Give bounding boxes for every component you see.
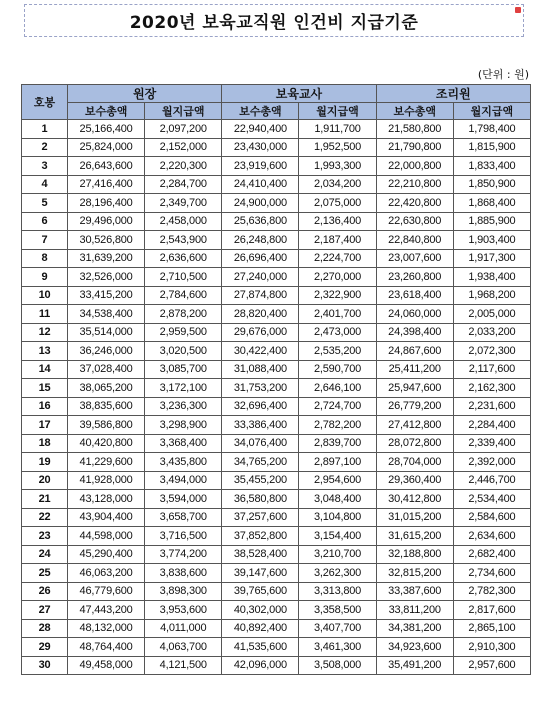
table-row bbox=[22, 638, 531, 657]
value-cell: 2,034,200 bbox=[299, 175, 376, 194]
value-cell: 22,940,400 bbox=[222, 120, 299, 139]
value-cell: 31,015,200 bbox=[376, 508, 453, 527]
value-cell: 28,704,000 bbox=[376, 453, 453, 472]
table-row bbox=[22, 490, 531, 509]
value-cell: 34,765,200 bbox=[222, 453, 299, 472]
value-cell: 49,458,000 bbox=[68, 656, 145, 675]
group-header-teacher: 보육교사 bbox=[222, 85, 376, 103]
value-cell: 2,959,500 bbox=[145, 323, 222, 342]
value-cell: 2,339,400 bbox=[453, 434, 530, 453]
value-cell: 2,075,000 bbox=[299, 194, 376, 213]
value-cell: 3,172,100 bbox=[145, 379, 222, 398]
value-cell: 46,063,200 bbox=[68, 564, 145, 583]
value-cell: 3,435,800 bbox=[145, 453, 222, 472]
value-cell: 2,535,200 bbox=[299, 342, 376, 361]
value-cell: 37,028,400 bbox=[68, 360, 145, 379]
value-cell: 48,132,000 bbox=[68, 619, 145, 638]
step-cell: 18 bbox=[22, 434, 68, 453]
value-cell: 41,928,000 bbox=[68, 471, 145, 490]
value-cell: 2,590,700 bbox=[299, 360, 376, 379]
value-cell: 30,526,800 bbox=[68, 231, 145, 250]
table-row bbox=[22, 194, 531, 213]
value-cell: 36,246,000 bbox=[68, 342, 145, 361]
value-cell: 1,993,300 bbox=[299, 157, 376, 176]
table-body bbox=[22, 120, 531, 675]
value-cell: 2,817,600 bbox=[453, 601, 530, 620]
value-cell: 3,154,400 bbox=[299, 527, 376, 546]
value-cell: 22,630,800 bbox=[376, 212, 453, 231]
value-cell: 3,048,400 bbox=[299, 490, 376, 509]
value-cell: 2,458,000 bbox=[145, 212, 222, 231]
value-cell: 1,815,900 bbox=[453, 138, 530, 157]
value-cell: 47,443,200 bbox=[68, 601, 145, 620]
value-cell: 22,210,800 bbox=[376, 175, 453, 194]
value-cell: 34,381,200 bbox=[376, 619, 453, 638]
value-cell: 33,811,200 bbox=[376, 601, 453, 620]
value-cell: 43,904,400 bbox=[68, 508, 145, 527]
value-cell: 43,128,000 bbox=[68, 490, 145, 509]
sub-header: 보수총액 bbox=[222, 103, 299, 120]
step-cell: 17 bbox=[22, 416, 68, 435]
value-cell: 33,387,600 bbox=[376, 582, 453, 601]
title-box bbox=[24, 4, 524, 37]
value-cell: 25,824,000 bbox=[68, 138, 145, 157]
step-cell: 5 bbox=[22, 194, 68, 213]
step-cell: 29 bbox=[22, 638, 68, 657]
value-cell: 2,117,600 bbox=[453, 360, 530, 379]
step-cell: 15 bbox=[22, 379, 68, 398]
value-cell: 38,528,400 bbox=[222, 545, 299, 564]
value-cell: 37,257,600 bbox=[222, 508, 299, 527]
value-cell: 2,162,300 bbox=[453, 379, 530, 398]
table-row bbox=[22, 342, 531, 361]
value-cell: 26,248,800 bbox=[222, 231, 299, 250]
page-title: 2020년 보육교직원 인건비 지급기준 bbox=[129, 13, 419, 33]
value-cell: 3,358,500 bbox=[299, 601, 376, 620]
value-cell: 2,322,900 bbox=[299, 286, 376, 305]
value-cell: 1,938,400 bbox=[453, 268, 530, 287]
value-cell: 24,398,400 bbox=[376, 323, 453, 342]
value-cell: 2,392,000 bbox=[453, 453, 530, 472]
value-cell: 1,903,400 bbox=[453, 231, 530, 250]
sub-header: 월지급액 bbox=[299, 103, 376, 120]
value-cell: 2,224,700 bbox=[299, 249, 376, 268]
value-cell: 32,815,200 bbox=[376, 564, 453, 583]
value-cell: 4,063,700 bbox=[145, 638, 222, 657]
value-cell: 48,764,400 bbox=[68, 638, 145, 657]
step-cell: 1 bbox=[22, 120, 68, 139]
step-cell: 27 bbox=[22, 601, 68, 620]
step-cell: 21 bbox=[22, 490, 68, 509]
step-cell: 16 bbox=[22, 397, 68, 416]
value-cell: 37,852,800 bbox=[222, 527, 299, 546]
value-cell: 31,088,400 bbox=[222, 360, 299, 379]
value-cell: 3,020,500 bbox=[145, 342, 222, 361]
table-row bbox=[22, 453, 531, 472]
value-cell: 2,270,000 bbox=[299, 268, 376, 287]
value-cell: 39,765,600 bbox=[222, 582, 299, 601]
value-cell: 2,682,400 bbox=[453, 545, 530, 564]
value-cell: 40,302,000 bbox=[222, 601, 299, 620]
value-cell: 2,543,900 bbox=[145, 231, 222, 250]
value-cell: 3,594,000 bbox=[145, 490, 222, 509]
step-cell: 8 bbox=[22, 249, 68, 268]
step-cell: 6 bbox=[22, 212, 68, 231]
value-cell: 1,850,900 bbox=[453, 175, 530, 194]
step-cell: 22 bbox=[22, 508, 68, 527]
value-cell: 3,313,800 bbox=[299, 582, 376, 601]
value-cell: 1,833,400 bbox=[453, 157, 530, 176]
step-cell: 2 bbox=[22, 138, 68, 157]
value-cell: 34,923,600 bbox=[376, 638, 453, 657]
value-cell: 24,060,000 bbox=[376, 305, 453, 324]
value-cell: 26,643,600 bbox=[68, 157, 145, 176]
value-cell: 4,011,000 bbox=[145, 619, 222, 638]
value-cell: 3,716,500 bbox=[145, 527, 222, 546]
value-cell: 35,514,000 bbox=[68, 323, 145, 342]
table-row bbox=[22, 157, 531, 176]
value-cell: 23,618,400 bbox=[376, 286, 453, 305]
step-cell: 11 bbox=[22, 305, 68, 324]
value-cell: 35,491,200 bbox=[376, 656, 453, 675]
table-row bbox=[22, 656, 531, 675]
value-cell: 21,790,800 bbox=[376, 138, 453, 157]
value-cell: 2,072,300 bbox=[453, 342, 530, 361]
value-cell: 1,885,900 bbox=[453, 212, 530, 231]
value-cell: 3,461,300 bbox=[299, 638, 376, 657]
table-row bbox=[22, 175, 531, 194]
value-cell: 26,696,400 bbox=[222, 249, 299, 268]
value-cell: 34,538,400 bbox=[68, 305, 145, 324]
value-cell: 25,411,200 bbox=[376, 360, 453, 379]
value-cell: 36,580,800 bbox=[222, 490, 299, 509]
value-cell: 3,236,300 bbox=[145, 397, 222, 416]
value-cell: 29,360,400 bbox=[376, 471, 453, 490]
value-cell: 39,147,600 bbox=[222, 564, 299, 583]
table-row bbox=[22, 564, 531, 583]
value-cell: 2,878,200 bbox=[145, 305, 222, 324]
value-cell: 3,494,000 bbox=[145, 471, 222, 490]
value-cell: 38,065,200 bbox=[68, 379, 145, 398]
table-row bbox=[22, 508, 531, 527]
value-cell: 2,954,600 bbox=[299, 471, 376, 490]
step-cell: 26 bbox=[22, 582, 68, 601]
value-cell: 22,420,800 bbox=[376, 194, 453, 213]
value-cell: 1,868,400 bbox=[453, 194, 530, 213]
value-cell: 24,410,400 bbox=[222, 175, 299, 194]
value-cell: 3,104,800 bbox=[299, 508, 376, 527]
value-cell: 30,412,800 bbox=[376, 490, 453, 509]
value-cell: 28,072,800 bbox=[376, 434, 453, 453]
step-cell: 23 bbox=[22, 527, 68, 546]
value-cell: 33,386,400 bbox=[222, 416, 299, 435]
value-cell: 2,646,100 bbox=[299, 379, 376, 398]
value-cell: 2,401,700 bbox=[299, 305, 376, 324]
value-cell: 2,005,000 bbox=[453, 305, 530, 324]
table-row bbox=[22, 231, 531, 250]
table-row bbox=[22, 120, 531, 139]
step-cell: 14 bbox=[22, 360, 68, 379]
value-cell: 28,820,400 bbox=[222, 305, 299, 324]
step-cell: 25 bbox=[22, 564, 68, 583]
step-cell: 3 bbox=[22, 157, 68, 176]
value-cell: 3,508,000 bbox=[299, 656, 376, 675]
value-cell: 35,455,200 bbox=[222, 471, 299, 490]
table-row bbox=[22, 360, 531, 379]
corner-marker bbox=[515, 7, 521, 13]
sub-header: 보수총액 bbox=[68, 103, 145, 120]
value-cell: 2,957,600 bbox=[453, 656, 530, 675]
value-cell: 38,835,600 bbox=[68, 397, 145, 416]
sub-header: 월지급액 bbox=[145, 103, 222, 120]
value-cell: 22,000,800 bbox=[376, 157, 453, 176]
table-row bbox=[22, 323, 531, 342]
value-cell: 1,798,400 bbox=[453, 120, 530, 139]
value-cell: 27,240,000 bbox=[222, 268, 299, 287]
value-cell: 2,734,600 bbox=[453, 564, 530, 583]
value-cell: 25,947,600 bbox=[376, 379, 453, 398]
table-row bbox=[22, 582, 531, 601]
table-row bbox=[22, 434, 531, 453]
table-row bbox=[22, 397, 531, 416]
value-cell: 26,779,200 bbox=[376, 397, 453, 416]
value-cell: 34,076,400 bbox=[222, 434, 299, 453]
value-cell: 32,696,400 bbox=[222, 397, 299, 416]
value-cell: 3,085,700 bbox=[145, 360, 222, 379]
step-cell: 10 bbox=[22, 286, 68, 305]
step-cell: 7 bbox=[22, 231, 68, 250]
value-cell: 2,710,500 bbox=[145, 268, 222, 287]
value-cell: 24,867,600 bbox=[376, 342, 453, 361]
value-cell: 1,968,200 bbox=[453, 286, 530, 305]
value-cell: 2,284,700 bbox=[145, 175, 222, 194]
value-cell: 27,874,800 bbox=[222, 286, 299, 305]
value-cell: 2,136,400 bbox=[299, 212, 376, 231]
value-cell: 31,639,200 bbox=[68, 249, 145, 268]
value-cell: 23,260,800 bbox=[376, 268, 453, 287]
step-cell: 13 bbox=[22, 342, 68, 361]
value-cell: 2,097,200 bbox=[145, 120, 222, 139]
table-row bbox=[22, 416, 531, 435]
value-cell: 4,121,500 bbox=[145, 656, 222, 675]
value-cell: 2,284,400 bbox=[453, 416, 530, 435]
value-cell: 27,412,800 bbox=[376, 416, 453, 435]
value-cell: 23,430,000 bbox=[222, 138, 299, 157]
value-cell: 30,422,400 bbox=[222, 342, 299, 361]
value-cell: 2,782,300 bbox=[453, 582, 530, 601]
value-cell: 1,952,500 bbox=[299, 138, 376, 157]
value-cell: 21,580,800 bbox=[376, 120, 453, 139]
value-cell: 40,892,400 bbox=[222, 619, 299, 638]
value-cell: 32,188,800 bbox=[376, 545, 453, 564]
group-header-director: 원장 bbox=[68, 85, 222, 103]
value-cell: 2,152,000 bbox=[145, 138, 222, 157]
table-row bbox=[22, 545, 531, 564]
table-row bbox=[22, 249, 531, 268]
step-cell: 19 bbox=[22, 453, 68, 472]
sub-header: 보수총액 bbox=[376, 103, 453, 120]
table-row bbox=[22, 601, 531, 620]
value-cell: 23,007,600 bbox=[376, 249, 453, 268]
step-cell: 4 bbox=[22, 175, 68, 194]
step-cell: 28 bbox=[22, 619, 68, 638]
value-cell: 24,900,000 bbox=[222, 194, 299, 213]
table-row bbox=[22, 212, 531, 231]
value-cell: 3,368,400 bbox=[145, 434, 222, 453]
value-cell: 2,033,200 bbox=[453, 323, 530, 342]
step-cell: 12 bbox=[22, 323, 68, 342]
value-cell: 44,598,000 bbox=[68, 527, 145, 546]
value-cell: 2,782,200 bbox=[299, 416, 376, 435]
value-cell: 39,586,800 bbox=[68, 416, 145, 435]
table-row bbox=[22, 471, 531, 490]
value-cell: 25,166,400 bbox=[68, 120, 145, 139]
salary-table bbox=[21, 84, 531, 675]
value-cell: 42,096,000 bbox=[222, 656, 299, 675]
sub-header: 월지급액 bbox=[453, 103, 530, 120]
value-cell: 25,636,800 bbox=[222, 212, 299, 231]
value-cell: 2,865,100 bbox=[453, 619, 530, 638]
table-row bbox=[22, 619, 531, 638]
value-cell: 40,420,800 bbox=[68, 434, 145, 453]
table-row bbox=[22, 138, 531, 157]
value-cell: 1,911,700 bbox=[299, 120, 376, 139]
value-cell: 31,615,200 bbox=[376, 527, 453, 546]
value-cell: 3,953,600 bbox=[145, 601, 222, 620]
step-cell: 30 bbox=[22, 656, 68, 675]
group-header-cook: 조리원 bbox=[376, 85, 530, 103]
value-cell: 3,298,900 bbox=[145, 416, 222, 435]
value-cell: 2,349,700 bbox=[145, 194, 222, 213]
value-cell: 2,231,600 bbox=[453, 397, 530, 416]
value-cell: 3,838,600 bbox=[145, 564, 222, 583]
value-cell: 23,919,600 bbox=[222, 157, 299, 176]
value-cell: 2,584,600 bbox=[453, 508, 530, 527]
value-cell: 22,840,800 bbox=[376, 231, 453, 250]
value-cell: 45,290,400 bbox=[68, 545, 145, 564]
value-cell: 28,196,400 bbox=[68, 194, 145, 213]
value-cell: 2,636,600 bbox=[145, 249, 222, 268]
value-cell: 2,473,000 bbox=[299, 323, 376, 342]
value-cell: 2,784,600 bbox=[145, 286, 222, 305]
step-header: 호봉 bbox=[22, 85, 68, 120]
value-cell: 29,676,000 bbox=[222, 323, 299, 342]
unit-note: (단위 : 원) bbox=[477, 68, 529, 81]
value-cell: 32,526,000 bbox=[68, 268, 145, 287]
value-cell: 2,446,700 bbox=[453, 471, 530, 490]
value-cell: 3,774,200 bbox=[145, 545, 222, 564]
step-cell: 20 bbox=[22, 471, 68, 490]
value-cell: 3,658,700 bbox=[145, 508, 222, 527]
value-cell: 46,779,600 bbox=[68, 582, 145, 601]
value-cell: 41,535,600 bbox=[222, 638, 299, 657]
value-cell: 3,898,300 bbox=[145, 582, 222, 601]
step-cell: 24 bbox=[22, 545, 68, 564]
value-cell: 33,415,200 bbox=[68, 286, 145, 305]
table-row bbox=[22, 527, 531, 546]
value-cell: 2,897,100 bbox=[299, 453, 376, 472]
value-cell: 2,220,300 bbox=[145, 157, 222, 176]
table-row bbox=[22, 305, 531, 324]
value-cell: 3,262,300 bbox=[299, 564, 376, 583]
value-cell: 29,496,000 bbox=[68, 212, 145, 231]
value-cell: 2,534,400 bbox=[453, 490, 530, 509]
value-cell: 31,753,200 bbox=[222, 379, 299, 398]
table-row bbox=[22, 268, 531, 287]
value-cell: 2,910,300 bbox=[453, 638, 530, 657]
value-cell: 2,839,700 bbox=[299, 434, 376, 453]
value-cell: 3,210,700 bbox=[299, 545, 376, 564]
value-cell: 3,407,700 bbox=[299, 619, 376, 638]
value-cell: 27,416,400 bbox=[68, 175, 145, 194]
value-cell: 2,634,600 bbox=[453, 527, 530, 546]
value-cell: 1,917,300 bbox=[453, 249, 530, 268]
value-cell: 41,229,600 bbox=[68, 453, 145, 472]
value-cell: 2,187,400 bbox=[299, 231, 376, 250]
step-cell: 9 bbox=[22, 268, 68, 287]
value-cell: 2,724,700 bbox=[299, 397, 376, 416]
table-row bbox=[22, 379, 531, 398]
table-row bbox=[22, 286, 531, 305]
